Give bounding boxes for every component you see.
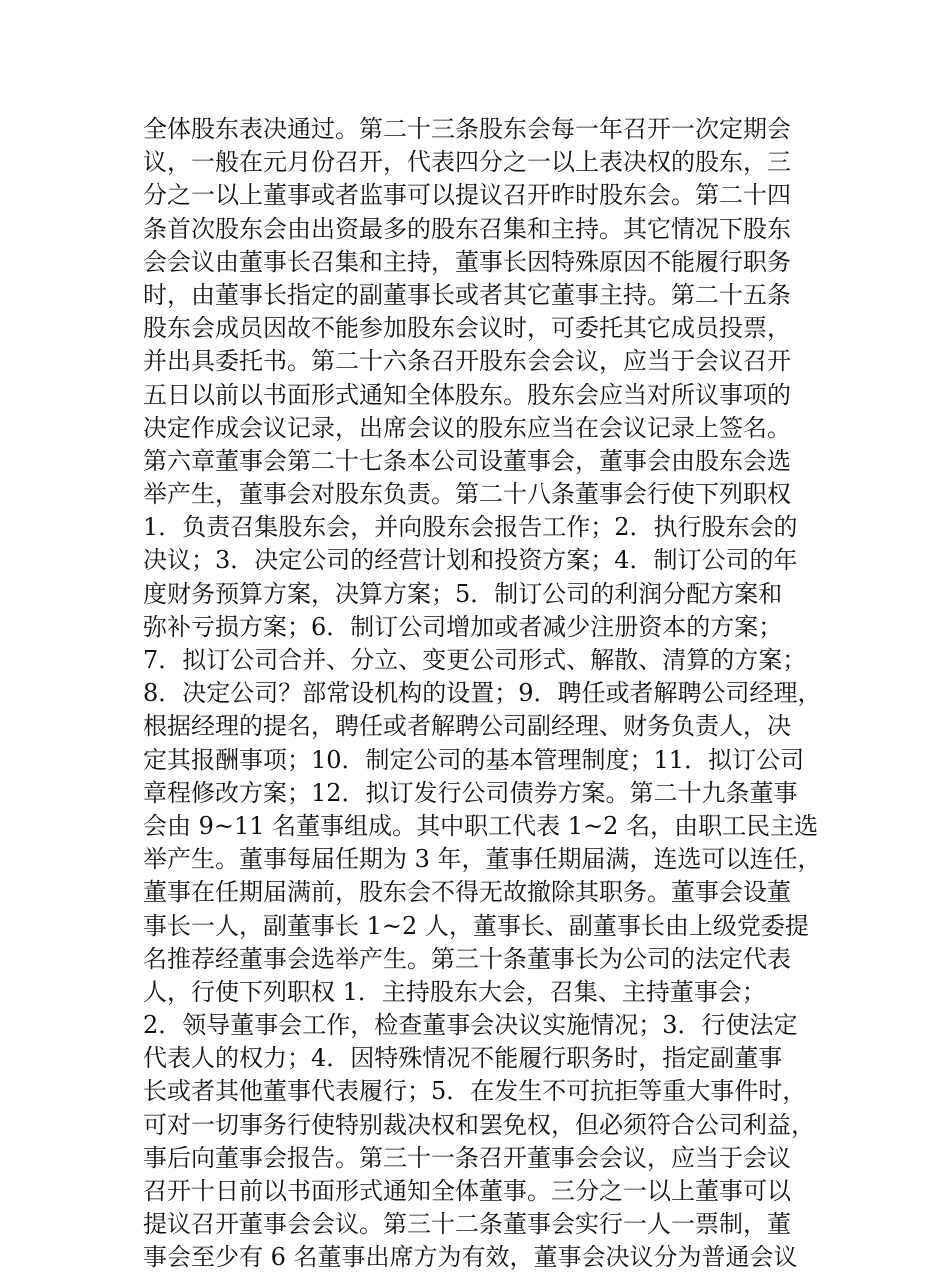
text-line: 会会议由董事长召集和主持，董事长因特殊原因不能履行职务 [143, 247, 791, 276]
text-line: 举产生，董事会对股东负责。第二十八条董事会行使下列职权 [143, 480, 791, 509]
text-line: 时，由董事长指定的副董事长或者其它董事主持。第二十五条 [143, 280, 791, 309]
text-line: 五日以前以书面形式通知全体股东。股东会应当对所议事项的 [143, 380, 791, 409]
text-line: 全体股东表决通过。第二十三条股东会每一年召开一次定期会 [143, 115, 791, 143]
text-line: 1．负责召集股东会，并向股东会报告工作；2．执行股东会的 [143, 513, 798, 542]
text-line: 提议召开董事会会议。第三十二条董事会实行一人一票制，董 [143, 1210, 791, 1239]
body-text [143, 113, 833, 1275]
text-line: 条首次股东会由出资最多的股东召集和主持。其它情况下股东 [143, 214, 791, 243]
text-line: 股东会成员因故不能参加股东会议时，可委托其它成员投票， [143, 314, 791, 343]
text-line: 并出具委托书。第二十六条召开股东会会议，应当于会议召开 [143, 347, 791, 376]
text-line: 事长一人，副董事长 1~2 人，董事长、副董事长由上级党委提 [143, 911, 809, 940]
text-line: 人，行使下列职权 1．主持股东大会，召集、主持董事会； [143, 977, 766, 1006]
text-line: 名推荐经董事会选举产生。第三十条董事长为公司的法定代表 [143, 944, 791, 973]
text-line: 2．领导董事会工作，检查董事会决议实施情况；3．行使法定 [143, 1011, 798, 1040]
text-line: 根据经理的提名，聘任或者解聘公司副经理、财务负责人，决 [143, 712, 791, 741]
text-line: 代表人的权力；4．因特殊情况不能履行职务时，指定副董事 [143, 1044, 783, 1073]
text-line: 可对一切事务行使特别裁决权和罢免权，但必须符合公司利益， [143, 1110, 815, 1139]
text-line: 会由 9~11 名董事组成。其中职工代表 1~2 名，由职工民主选 [143, 811, 819, 840]
text-line: 举产生。董事每届任期为 3 年，董事任期届满，连选可以连任， [143, 845, 822, 874]
text-line: 章程修改方案；12．拟订发行公司债券方案。第二十九条董事 [143, 778, 798, 807]
text-line: 7．拟订公司合并、分立、变更公司形式、解散、清算的方案； [143, 646, 807, 674]
text-line: 定其报酬事项；10．制定公司的基本管理制度；11．拟订公司 [143, 745, 805, 774]
text-line: 事会至少有 6 名董事出席方为有效，董事会决议分为普通会议 [143, 1243, 798, 1272]
text-line: 议，一般在元月份召开，代表四分之一以上表决权的股东，三 [143, 148, 791, 177]
text-line: 事后向董事会报告。第三十一条召开董事会会议，应当于会议 [143, 1143, 791, 1172]
text-line: 分之一以上董事或者监事可以提议召开昨时股东会。第二十四 [143, 181, 791, 210]
text-line: 召开十日前以书面形式通知全体董事。三分之一以上董事可以 [143, 1177, 791, 1205]
text-line: 决定作成会议记录，出席会议的股东应当在会议记录上签名。 [143, 413, 791, 442]
text-line: 第六章董事会第二十七条本公司设董事会，董事会由股东会选 [143, 446, 791, 475]
text-line: 8．决定公司？部常设机构的设置；9．聘任或者解聘公司经理， [143, 679, 822, 708]
text-line: 董事在任期届满前，股东会不得无故撤除其职务。董事会设董 [143, 878, 791, 907]
text-line: 弥补亏损方案；6．制订公司增加或者减少注册资本的方案； [143, 612, 783, 641]
text-line: 决议；3．决定公司的经营计划和投资方案；4．制订公司的年 [143, 546, 798, 575]
text-line: 长或者其他董事代表履行；5．在发生不可抗拒等重大事件时， [143, 1077, 807, 1106]
text-line: 度财务预算方案，决算方案；5．制订公司的利润分配方案和 [143, 579, 783, 608]
